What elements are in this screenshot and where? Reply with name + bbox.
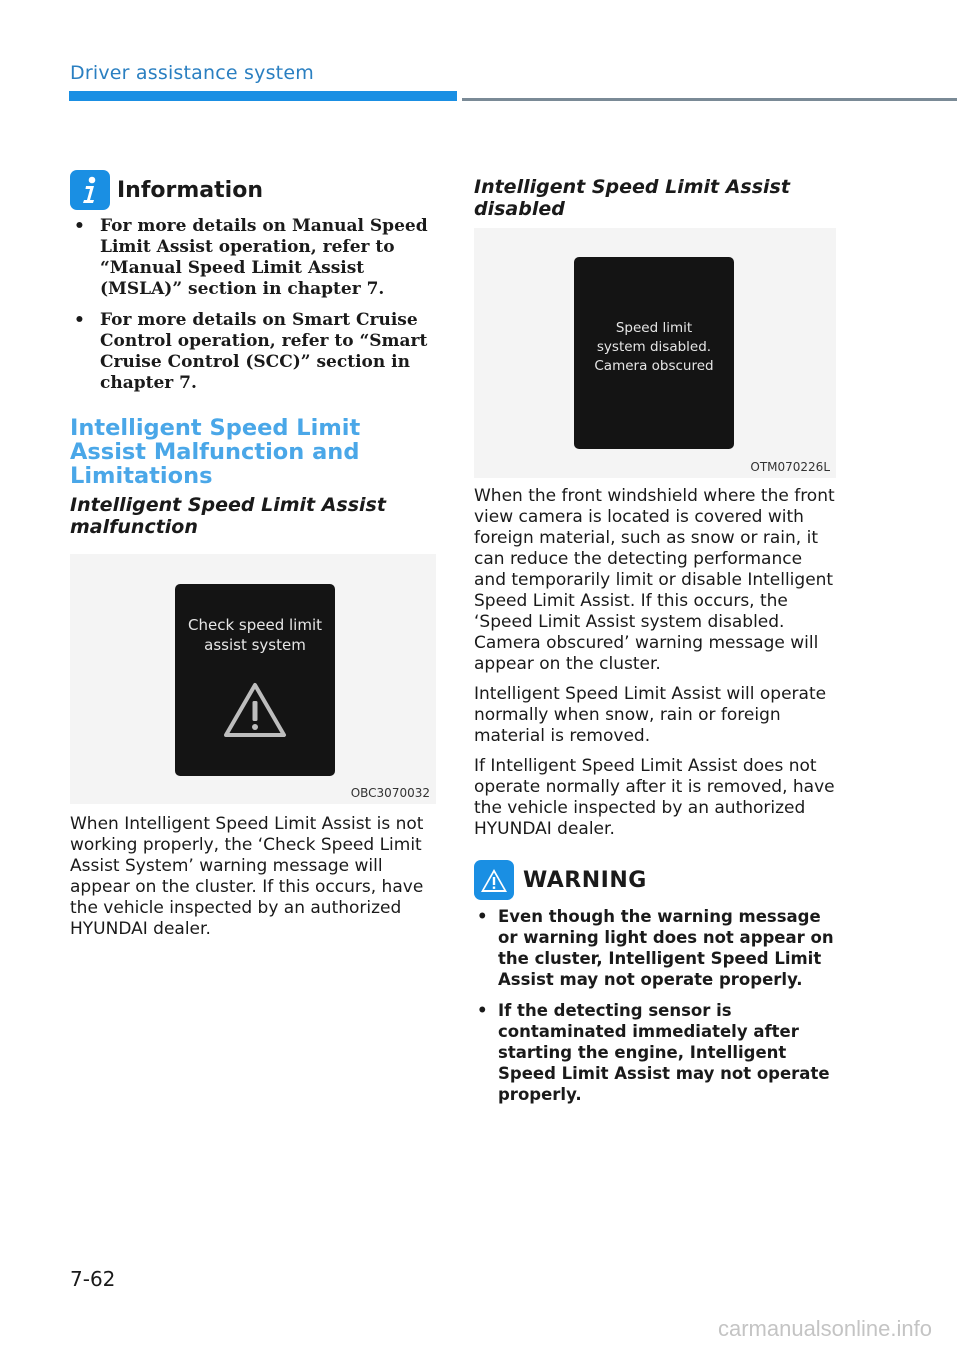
right-column [474, 176, 836, 1115]
running-header: Driver assistance system [70, 62, 314, 84]
display-text-line: Speed limit [615, 320, 693, 336]
malfunction-figure [70, 554, 436, 804]
information-item: • For more details on Smart Cruise Control operation, refer to “Smart Cruise Control (SCC)” section in chapter 7. [70, 310, 438, 394]
watermark: carmanualsonline.info [717, 1316, 932, 1341]
page-number: 7-62 [70, 1267, 116, 1291]
disabled-body [474, 486, 836, 840]
display-text-line: Camera obscured [594, 358, 714, 374]
figure-code: OBC3070032 [350, 786, 430, 800]
information-heading [70, 170, 438, 210]
header-rule-gray [462, 98, 957, 101]
disabled-subtitle: Intelligent Speed Limit Assist disabled [474, 176, 790, 220]
information-icon [70, 170, 110, 210]
information-item: • For more details on Manual Speed Limit Assist operation, refer to “Manual Speed Limit Assist (MSLA)” section in chapter 7. [70, 216, 438, 300]
cluster-display [175, 584, 335, 776]
cluster-display [574, 257, 734, 449]
malfunction-subtitle: Intelligent Speed Limit Assist malfunction [70, 494, 386, 538]
warning-heading [474, 860, 836, 900]
information-label: Information [117, 177, 263, 203]
warning-list [474, 906, 836, 1105]
warning-item: • If the detecting sensor is contaminated immediately after starting the engine, Intelligent Speed Limit Assist may not operate properly. [474, 1000, 836, 1105]
warning-triangle-icon [222, 681, 288, 739]
header-rule-blue [69, 91, 457, 101]
warning-icon [474, 860, 514, 900]
body-paragraph: Intelligent Speed Limit Assist will operate normally when snow, rain or foreign material is removed. [474, 684, 827, 746]
body-paragraph: When the front windshield where the front view camera is located is covered with foreign material, such as snow or rain, it can reduce the detecting performance and temporarily limit or disable Intelligent Speed Limit Assist. If this occurs, the ‘Speed Limit Assist system disabled. Camera obscured’ warning message will appear on the cluster. [474, 486, 835, 674]
figure-code: OTM070226L [750, 460, 830, 474]
display-text-line: assist system [204, 636, 306, 654]
disabled-figure [474, 228, 836, 478]
display-text-line: Check speed limit [188, 616, 322, 634]
left-column [70, 170, 438, 949]
information-list [70, 216, 438, 394]
warning-item: • Even though the warning message or warning light does not appear on the cluster, Intelligent Speed Limit Assist may not operate properly. [474, 906, 836, 990]
section-title: Intelligent Speed Limit Assist Malfunction and Limitations [70, 415, 361, 489]
display-text-line: system disabled. [596, 339, 712, 355]
malfunction-body: When Intelligent Speed Limit Assist is not working properly, the ‘Check Speed Limit Assist System’ warning message will appear on the cluster. If this occurs, have the vehicle inspected by an authorized HYUNDAI dealer. [70, 814, 424, 939]
warning-label: WARNING [523, 867, 647, 893]
body-paragraph: If Intelligent Speed Limit Assist does not operate normally after it is removed, have the vehicle inspected by an authorized HYUNDAI dealer. [474, 756, 835, 839]
